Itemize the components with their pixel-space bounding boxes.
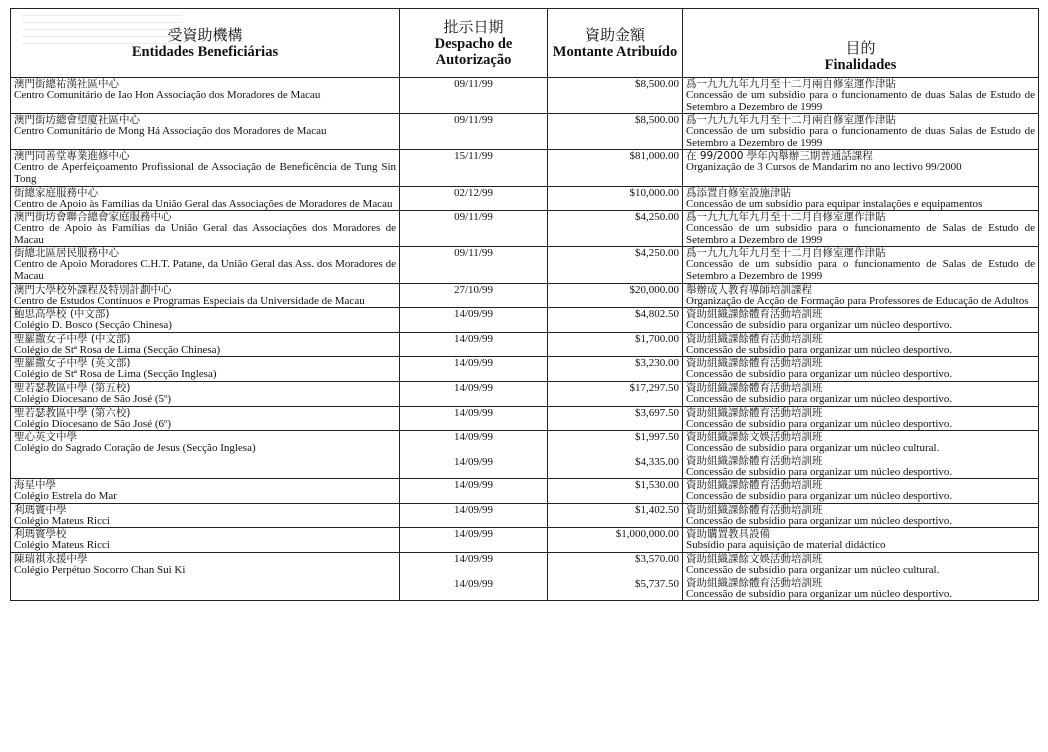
purpose-pt: Concessão de subsídio para organizar um núcleo desportivo. — [686, 587, 953, 600]
subsidy-amount: $8,500.00 — [635, 114, 679, 127]
purpose-zh: 爲一九九九年九月至十二月兩自修室運作津貼 — [686, 114, 896, 127]
subsidy-amount: $20,000.00 — [629, 283, 679, 296]
document-page — [10, 8, 1038, 728]
amount-cell — [548, 283, 683, 308]
entity-name-pt: Colégio Diocesano de São José (6º) — [14, 417, 172, 430]
authorization-date: 14/09/99 — [453, 503, 494, 516]
header-date — [400, 9, 548, 78]
purpose-zh: 爲一九九九年九月至十二月兩自修室運作津貼 — [686, 78, 896, 90]
purpose-zh: 在 99/2000 學年內舉辦三期普通話課程 — [686, 150, 873, 163]
entity-name-zh: 澳門街總祐漢社區中心 — [14, 78, 119, 90]
entity-name-pt: Colégio Mateus Ricci — [14, 539, 110, 552]
purpose-pt: Concessão de subsídio para organizar um núcleo desportivo. — [686, 392, 953, 405]
subsidy-amount: $1,402.50 — [635, 503, 679, 516]
subsidy-amount: $1,530.00 — [635, 479, 679, 492]
purpose-pt: Concessão de um subsídio para o funcionamento de duas Salas de Estudo de Setembro a Dezembro de 1999 — [686, 125, 1035, 149]
header-entity-zh: 受資助機構 — [167, 25, 243, 44]
purpose-pt: Concessão de subsídio para organizar um núcleo cultural. — [686, 564, 940, 577]
table-row — [11, 211, 1039, 247]
table-row — [11, 431, 1039, 479]
entry-gap — [403, 566, 544, 579]
entity-name-pt: Colégio Mateus Ricci — [14, 514, 110, 527]
entity-name-zh: 聖若瑟教區中學 (第六校) — [14, 406, 131, 419]
entity-name-zh: 聖若瑟教區中學 (第五校) — [14, 381, 131, 394]
entity-cell — [11, 553, 400, 601]
purpose-cell — [683, 431, 1039, 479]
entity-name-zh: 澳門街坊總會望廈社區中心 — [14, 114, 140, 127]
purpose-pt: Concessão de subsídio para organizar um núcleo cultural. — [686, 442, 940, 455]
header-entity-pt: Entidades Beneficiárias — [131, 43, 279, 60]
purpose-cell — [683, 150, 1039, 186]
header-amount — [548, 9, 683, 78]
header-purpose-pt: Finalidades — [824, 57, 897, 73]
purpose-pt: Concessão de subsídio para organizar um núcleo desportivo. — [686, 319, 953, 332]
subsidy-amount: $4,802.50 — [635, 308, 679, 321]
purpose-pt: Concessão de subsídio para organizar um núcleo desportivo. — [686, 490, 953, 503]
date-cell — [400, 247, 548, 283]
entity-name-zh: 澳門街坊會聯合總會家庭服務中心 — [14, 211, 172, 224]
entity-cell — [11, 357, 400, 382]
date-cell — [400, 186, 548, 211]
purpose-pt: Organização de Acção de Formação para Professores de Educação de Adultos — [686, 294, 1029, 307]
entity-name-pt: Centro Comunitário de Iao Hon Associação dos Moradores de Macau — [14, 89, 321, 101]
entity-cell — [11, 247, 400, 283]
date-cell — [400, 479, 548, 504]
date-cell — [400, 553, 548, 601]
entity-name-pt: Centro de Aperfeiçoamento Profissional de Associação de Beneficência de Tung Sin Tong — [14, 161, 396, 185]
date-cell — [400, 357, 548, 382]
purpose-zh: 資助組織課餘體育活動培訓班 — [686, 576, 823, 589]
entity-name-zh: 澳門同善堂專業進修中心 — [14, 150, 130, 163]
authorization-date: 09/11/99 — [454, 114, 493, 127]
table-row — [11, 381, 1039, 406]
purpose-zh: 資助組織課餘體育活動培訓班 — [686, 454, 823, 467]
entity-name-pt: Centro de Apoio às Famílias da União Geral das Associações dos Moradores de Macau — [14, 222, 396, 246]
purpose-cell — [683, 78, 1039, 114]
entity-name-zh: 鮑思高學校 (中文部) — [14, 308, 110, 321]
purpose-pt: Organização de 3 Cursos de Mandarim no ano lectivo 99/2000 — [686, 161, 962, 174]
entity-cell — [11, 381, 400, 406]
authorization-date: 14/09/99 — [453, 528, 494, 541]
table-row — [11, 186, 1039, 211]
amount-cell — [548, 381, 683, 406]
date-cell — [400, 381, 548, 406]
table-row — [11, 332, 1039, 357]
header-amount-pt: Montante Atribuído — [552, 43, 678, 60]
purpose-zh: 資助購置教具設備 — [686, 528, 770, 541]
authorization-date: 14/09/99 — [453, 406, 494, 419]
purpose-zh: 資助組織課餘體育活動培訓班 — [686, 308, 823, 321]
amount-cell — [548, 150, 683, 186]
entity-name-zh: 聖心英文中學 — [14, 431, 77, 444]
entity-cell — [11, 283, 400, 308]
entity-cell — [11, 431, 400, 479]
amount-cell — [548, 553, 683, 601]
entity-cell — [11, 78, 400, 114]
amount-cell — [548, 114, 683, 150]
entity-cell — [11, 211, 400, 247]
entry-gap — [551, 566, 679, 579]
entity-name-zh: 澳門大學校外課程及特別計劃中心 — [14, 283, 172, 296]
entry-gap — [551, 444, 679, 457]
authorization-date: 14/09/99 — [453, 381, 494, 394]
amount-cell — [548, 357, 683, 382]
table-row — [11, 503, 1039, 528]
purpose-zh: 資助組織課餘體育活動培訓班 — [686, 332, 823, 345]
date-cell — [400, 528, 548, 553]
purpose-zh: 資助組織課餘體育活動培訓班 — [686, 357, 823, 370]
purpose-cell — [683, 553, 1039, 601]
table-row — [11, 308, 1039, 333]
entity-cell — [11, 308, 400, 333]
subsidy-amount: $10,000.00 — [629, 186, 679, 199]
table-row — [11, 357, 1039, 382]
amount-cell — [548, 503, 683, 528]
entity-cell — [11, 332, 400, 357]
purpose-zh: 爲一九九九年九月至十二月自修室運作津貼 — [686, 211, 886, 224]
purpose-cell — [683, 406, 1039, 431]
purpose-zh: 資助組織課餘體育活動培訓班 — [686, 406, 823, 419]
subsidy-amount: $1,700.00 — [635, 332, 679, 345]
subsidy-amount: $8,500.00 — [635, 78, 679, 90]
purpose-zh: 爲添置自修室設施津貼 — [686, 186, 791, 199]
table-row — [11, 150, 1039, 186]
table-row — [11, 247, 1039, 283]
authorization-date: 14/09/99 — [453, 479, 494, 492]
entity-name-pt: Colégio D. Bosco (Secção Chinesa) — [14, 319, 172, 332]
amount-cell — [548, 406, 683, 431]
purpose-cell — [683, 503, 1039, 528]
entity-name-pt: Colégio Diocesano de São José (5º) — [14, 392, 172, 405]
header-purpose — [683, 9, 1039, 78]
date-cell — [400, 308, 548, 333]
authorization-date: 14/09/99 — [453, 455, 494, 468]
amount-cell — [548, 431, 683, 479]
authorization-date: 09/11/99 — [454, 78, 493, 90]
entity-cell — [11, 114, 400, 150]
entity-name-zh: 街總北區居民服務中心 — [14, 247, 119, 260]
table-row — [11, 553, 1039, 601]
amount-cell — [548, 211, 683, 247]
purpose-pt: Concessão de um subsídio para equipar instalações e equipamentos — [686, 197, 983, 210]
date-cell — [400, 114, 548, 150]
table-row — [11, 114, 1039, 150]
purpose-pt: Concessão de um subsídio para o funcionamento de Salas de Estudo de Setembro a Dezembro de 1999 — [686, 258, 1035, 282]
entity-name-zh: 街總家庭服務中心 — [14, 186, 98, 199]
entity-cell — [11, 186, 400, 211]
purpose-cell — [683, 357, 1039, 382]
purpose-cell — [683, 308, 1039, 333]
subsidy-amount: $4,335.00 — [635, 455, 679, 468]
purpose-cell — [683, 186, 1039, 211]
subsidy-amount: $81,000.00 — [629, 150, 679, 163]
amount-cell — [548, 308, 683, 333]
date-cell — [400, 78, 548, 114]
date-cell — [400, 332, 548, 357]
amount-cell — [548, 186, 683, 211]
subsidy-amount: $4,250.00 — [635, 211, 679, 224]
authorization-date: 14/09/99 — [453, 431, 494, 444]
amount-cell — [548, 332, 683, 357]
authorization-date: 14/09/99 — [453, 308, 494, 321]
table-row — [11, 406, 1039, 431]
purpose-pt: Concessão de um subsídio para o funcionamento de duas Salas de Estudo de Setembro a Dezembro de 1999 — [686, 89, 1035, 113]
amount-cell — [548, 528, 683, 553]
amount-cell — [548, 479, 683, 504]
purpose-pt: Subsídio para aquisição de material didáctico — [686, 539, 886, 552]
entity-name-zh: 海星中學 — [14, 479, 56, 492]
authorization-date: 15/11/99 — [454, 150, 493, 163]
purpose-pt: Concessão de subsídio para organizar um núcleo desportivo. — [686, 368, 953, 381]
entity-cell — [11, 406, 400, 431]
subsidy-table — [10, 8, 1039, 601]
amount-cell — [548, 247, 683, 283]
entity-name-zh: 利瑪竇中學 — [14, 503, 67, 516]
purpose-zh: 舉辦成人教育導師培訓課程 — [686, 283, 812, 296]
purpose-cell — [683, 247, 1039, 283]
entity-cell — [11, 528, 400, 553]
entity-name-pt: Centro de Apoio Moradores C.H.T. Patane, da União Geral das Ass. dos Moradores de Macau — [14, 258, 396, 282]
date-cell — [400, 211, 548, 247]
bleed-through-text — [22, 12, 182, 44]
entity-name-pt: Colégio de Stª Rosa de Lima (Secção Inglesa) — [14, 368, 217, 381]
subsidy-amount: $3,570.00 — [635, 553, 679, 566]
authorization-date: 14/09/99 — [453, 357, 494, 370]
authorization-date: 02/12/99 — [453, 186, 494, 199]
authorization-date: 27/10/99 — [453, 283, 494, 296]
table-row — [11, 528, 1039, 553]
entity-name-zh: 聖羅撒女子中學 (英文部) — [14, 357, 131, 370]
subsidy-amount: $1,997.50 — [635, 431, 679, 444]
entity-name-pt: Colégio de Stª Rosa de Lima (Secção Chinesa) — [14, 343, 221, 356]
entity-name-zh: 利瑪竇學校 — [14, 528, 67, 541]
subsidy-amount: $3,697.50 — [635, 406, 679, 419]
purpose-zh: 爲一九九九年九月至十二月自修室運作津貼 — [686, 247, 886, 260]
authorization-date: 09/11/99 — [454, 247, 493, 260]
entity-name-pt: Centro de Estudos Contínuos e Programas Especiais da Universidade de Macau — [14, 294, 365, 307]
subsidy-amount: $5,737.50 — [635, 577, 679, 590]
date-cell — [400, 283, 548, 308]
entity-name-pt: Centro de Apoio às Famílias da União Geral das Associações de Moradores de Macau — [14, 197, 393, 210]
header-amount-zh: 資助金額 — [584, 25, 645, 44]
entity-name-zh: 聖羅撒女子中學 (中文部) — [14, 332, 131, 345]
table-row — [11, 479, 1039, 504]
purpose-zh: 資助組織課餘體育活動培訓班 — [686, 479, 823, 492]
table-row — [11, 283, 1039, 308]
purpose-cell — [683, 114, 1039, 150]
entity-cell — [11, 503, 400, 528]
purpose-pt: Concessão de subsídio para organizar um núcleo desportivo. — [686, 417, 953, 430]
entity-name-zh: 陳瑞祺永援中學 — [14, 553, 88, 566]
header-date-pt: Despacho de Autorização — [434, 35, 513, 68]
purpose-zh: 資助組織課餘體育活動培訓班 — [686, 381, 823, 394]
authorization-date: 14/09/99 — [453, 577, 494, 590]
authorization-date: 09/11/99 — [454, 211, 493, 224]
date-cell — [400, 431, 548, 479]
subsidy-amount: $17,297.50 — [629, 381, 679, 394]
date-cell — [400, 150, 548, 186]
purpose-zh: 資助組織課餘文娛活動培訓班 — [686, 431, 823, 444]
subsidy-amount: $1,000,000.00 — [615, 528, 679, 541]
header-purpose-zh: 目的 — [845, 39, 876, 57]
purpose-cell — [683, 528, 1039, 553]
entity-name-pt: Colégio do Sagrado Coração de Jesus (Secção Inglesa) — [14, 442, 256, 455]
authorization-date: 14/09/99 — [453, 553, 494, 566]
subsidy-amount: $4,250.00 — [635, 247, 679, 260]
purpose-cell — [683, 479, 1039, 504]
date-cell — [400, 503, 548, 528]
purpose-zh: 資助組織課餘文娛活動培訓班 — [686, 553, 823, 566]
entry-gap — [403, 444, 544, 457]
purpose-pt: Concessão de subsídio para organizar um núcleo desportivo. — [686, 465, 953, 478]
purpose-cell — [683, 332, 1039, 357]
entity-name-pt: Colégio Estrela do Mar — [14, 490, 117, 503]
subsidy-amount: $3,230.00 — [635, 357, 679, 370]
authorization-date: 14/09/99 — [453, 332, 494, 345]
amount-cell — [548, 78, 683, 114]
purpose-pt: Concessão de um subsídio para o funcionamento de Salas de Estudo de Setembro a Dezembro de 1999 — [686, 222, 1035, 246]
purpose-cell — [683, 381, 1039, 406]
entity-name-pt: Centro Comunitário de Mong Há Associação dos Moradores de Macau — [14, 125, 327, 138]
purpose-zh: 資助組織課餘體育活動培訓班 — [686, 503, 823, 516]
table-row — [11, 78, 1039, 114]
purpose-pt: Concessão de subsídio para organizar um núcleo desportivo. — [686, 514, 953, 527]
date-cell — [400, 406, 548, 431]
entity-cell — [11, 479, 400, 504]
purpose-cell — [683, 283, 1039, 308]
entity-cell — [11, 150, 400, 186]
purpose-cell — [683, 211, 1039, 247]
entity-name-pt: Colégio Perpétuo Socorro Chan Sui Ki — [14, 564, 186, 577]
header-date-zh: 批示日期 — [443, 17, 504, 36]
purpose-pt: Concessão de subsídio para organizar um núcleo desportivo. — [686, 343, 953, 356]
